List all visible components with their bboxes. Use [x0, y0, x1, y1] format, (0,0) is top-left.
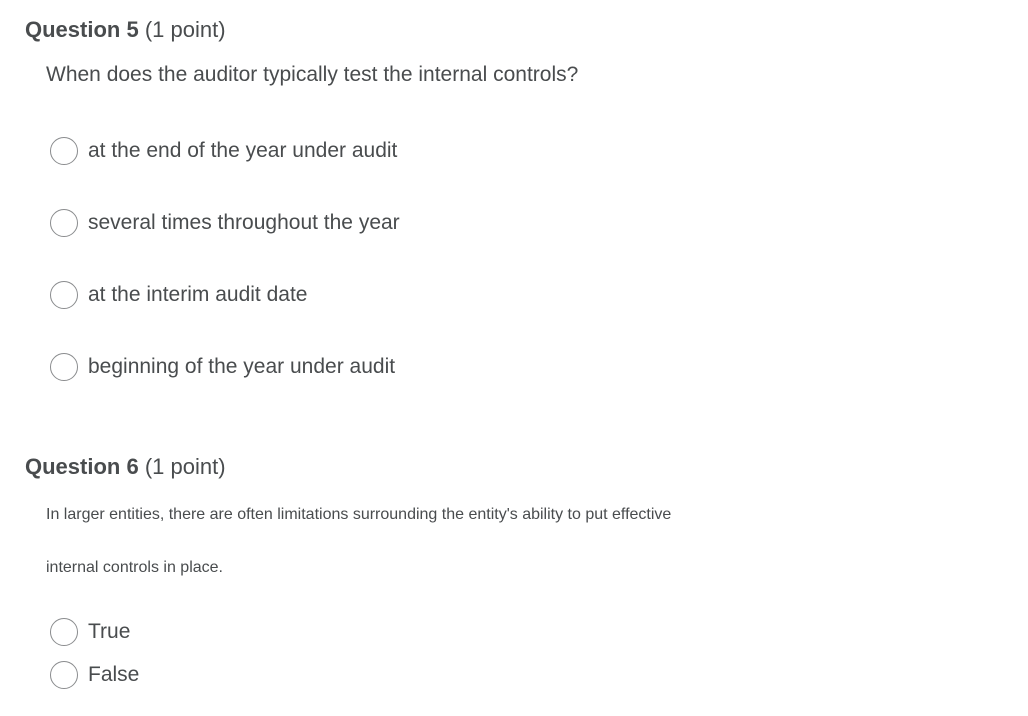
- question-5-title: Question 5: [25, 17, 139, 42]
- radio-button[interactable]: [50, 281, 78, 309]
- radio-button[interactable]: [50, 618, 78, 646]
- question-5-option-4[interactable]: [50, 351, 395, 383]
- option-label[interactable]: at the end of the year under audit: [88, 139, 398, 162]
- option-label[interactable]: at the interim audit date: [88, 283, 308, 306]
- question-6-prompt-line-2: internal controls in place.: [46, 559, 223, 576]
- question-6-prompt-line-1: In larger entities, there are often limitations surrounding the entity's ability to put effective: [46, 506, 672, 523]
- radio-button[interactable]: [50, 137, 78, 165]
- option-label[interactable]: beginning of the year under audit: [88, 355, 396, 378]
- question-5-option-1[interactable]: [50, 135, 397, 167]
- question-6-option-false[interactable]: [50, 659, 139, 691]
- question-6-option-true[interactable]: [50, 616, 130, 648]
- radio-button[interactable]: [50, 353, 78, 381]
- question-6-points: (1 point): [144, 454, 226, 479]
- question-5-option-2[interactable]: [50, 207, 400, 239]
- question-5-heading: [25, 16, 226, 44]
- question-5-points: (1 point): [144, 17, 226, 42]
- question-5-option-3[interactable]: [50, 279, 307, 311]
- question-6-heading: [25, 453, 226, 481]
- question-5-prompt: When does the auditor typically test the internal controls?: [46, 63, 579, 86]
- radio-button[interactable]: [50, 661, 78, 689]
- option-label[interactable]: False: [88, 663, 140, 686]
- option-label[interactable]: True: [88, 620, 131, 643]
- option-label[interactable]: several times throughout the year: [88, 211, 400, 234]
- radio-button[interactable]: [50, 209, 78, 237]
- question-6-title: Question 6: [25, 454, 139, 479]
